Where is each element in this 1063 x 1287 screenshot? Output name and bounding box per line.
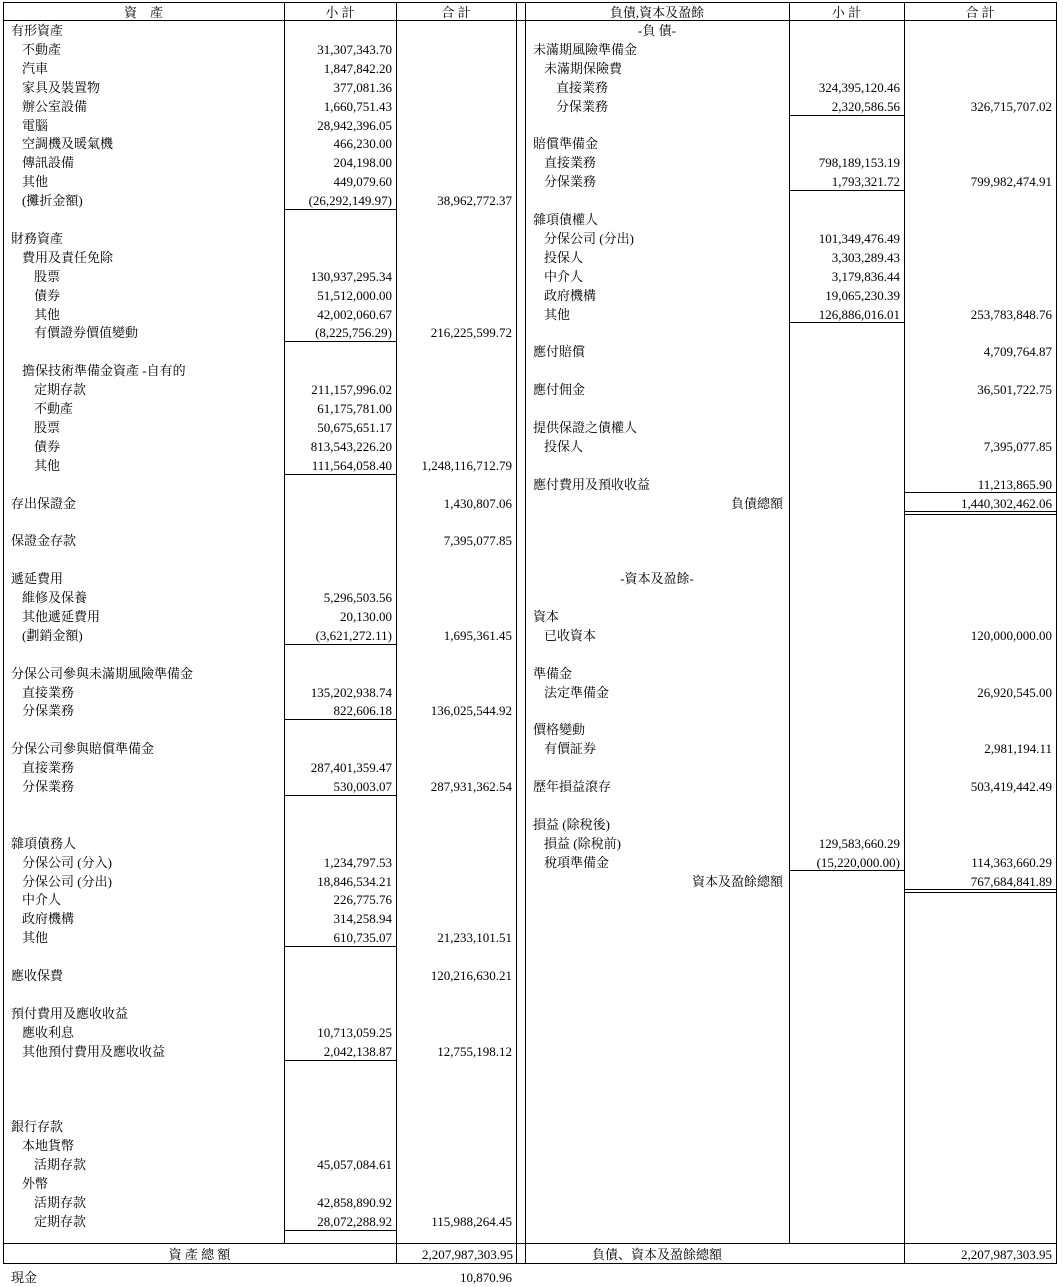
column-rule	[789, 2, 790, 1264]
right-row-label: 未滿期風險準備金	[533, 41, 638, 57]
left-row-subtotal: 28,072,288.92	[317, 1213, 392, 1229]
left-row-subtotal: 466,230.00	[333, 136, 392, 152]
right-row-label: 投保人	[544, 249, 584, 265]
header-rule	[3, 20, 1056, 21]
left-row-total: 1,695,361.45	[443, 627, 512, 643]
right-row-label: 中介人	[544, 268, 584, 284]
left-row-subtotal: 287,401,359.47	[310, 760, 392, 776]
total-assets-label: 資 產 總 額	[168, 1247, 231, 1262]
right-row-label: 直接業務	[544, 155, 597, 171]
top-border	[3, 2, 1056, 3]
left-row-label: 擔保技術準備金資產 -自有的	[22, 363, 186, 379]
column-rule	[525, 2, 526, 1264]
right-row-label: 其他	[544, 306, 571, 322]
right-subtotal-underline	[789, 115, 904, 116]
left-row-label: 其他	[34, 306, 61, 322]
left-subtotal-underline	[284, 1060, 396, 1061]
left-subtotal-underline	[284, 341, 396, 342]
right-row-subtotal: 101,349,476.49	[818, 230, 900, 246]
left-row-total: 120,216,630.21	[430, 968, 512, 983]
right-row-subtotal: (15,220,000.00)	[816, 854, 900, 870]
left-row-subtotal: 42,858,890.92	[317, 1194, 392, 1210]
left-row-label: 活期存款	[34, 1157, 87, 1172]
right-row-subtotal: 2,320,586.56	[831, 98, 900, 114]
right-row-label: 投保人	[544, 438, 584, 454]
left-row-label: 有價證券價值變動	[34, 325, 139, 341]
left-row-total: 1,430,807.06	[443, 495, 512, 511]
left-row-label: 中介人	[22, 892, 62, 908]
right-row-subtotal: 126,886,016.01	[818, 306, 900, 322]
left-row-subtotal: 822,606.18	[333, 703, 392, 719]
left-row-label: 財務資產	[11, 230, 64, 246]
right-row-label: 稅項準備金	[544, 854, 610, 870]
left-subtotal-underline	[284, 209, 396, 210]
right-row-label: 資本	[533, 608, 560, 624]
left-row-subtotal: 20,130.00	[340, 608, 392, 624]
right-double-rule-bottom	[904, 892, 1056, 893]
left-row-label: 分保公司 (分入)	[22, 854, 112, 870]
right-row-label: 已收資本	[544, 627, 597, 643]
header-left-total: 合 計	[441, 5, 471, 20]
left-row-label: 本地貨幣	[22, 1138, 75, 1154]
left-row-subtotal: 211,157,996.02	[311, 382, 392, 398]
left-row-label: 定期存款	[34, 382, 87, 398]
right-row-label: 直接業務	[556, 79, 609, 95]
right-row-subtotal: 3,179,836.44	[831, 268, 900, 284]
left-row-subtotal: 31,307,343.70	[317, 41, 392, 57]
right-row-label: 歷年損益滾存	[533, 779, 612, 794]
left-subtotal-underline	[284, 946, 396, 947]
left-row-label: 其他	[22, 174, 49, 190]
left-row-total: 1,248,116,712.79	[421, 457, 512, 473]
left-row-label: 預付費用及應收收益	[11, 1005, 129, 1021]
left-subtotal-underline	[284, 795, 396, 796]
left-row-subtotal: 18,846,534.21	[317, 873, 392, 889]
left-row-subtotal: 10,713,059.25	[317, 1024, 392, 1040]
left-row-label: 遞延費用	[11, 571, 64, 587]
left-row-total: 10,870.96	[460, 1270, 512, 1286]
header-left-subtotal: 小 計	[325, 5, 355, 20]
left-row-subtotal: 1,660,751.43	[323, 98, 392, 114]
left-row-subtotal: (8,225,756.29)	[315, 325, 392, 341]
footer-mask-left	[283, 1244, 286, 1263]
left-row-subtotal: 610,735.07	[333, 930, 392, 946]
column-rule	[1056, 2, 1057, 1264]
left-row-subtotal: 449,079.60	[333, 174, 392, 190]
left-row-label: 其他預付費用及應收收益	[22, 1043, 166, 1059]
right-subtotal-underline	[789, 322, 904, 323]
right-row-total: 503,419,442.49	[970, 779, 1052, 794]
total-liabilities-equity-value: 2,207,987,303.95	[961, 1247, 1052, 1262]
left-row-label: (劃銷金額)	[22, 627, 83, 643]
left-row-total: 216,225,599.72	[430, 325, 512, 341]
left-row-label: 費用及責任免除	[22, 249, 114, 265]
left-row-subtotal: (3,621,272.11)	[315, 627, 392, 643]
left-row-label: 家具及裝置物	[22, 79, 101, 95]
left-row-label: 債券	[34, 287, 61, 303]
right-total-underline	[904, 492, 1056, 493]
left-row-label: 分保業務	[22, 779, 75, 794]
left-row-total: 115,988,264.45	[431, 1213, 512, 1229]
total-assets-value: 2,207,987,303.95	[422, 1247, 513, 1262]
left-row-subtotal: (26,292,149.97)	[308, 193, 392, 209]
left-row-subtotal: 5,296,503.56	[323, 590, 392, 605]
left-row-label: 應收利息	[22, 1024, 75, 1040]
right-row-label: 負債總額	[730, 495, 783, 511]
left-row-label: 維修及保養	[22, 590, 88, 605]
left-row-subtotal: 42,002,060.67	[317, 306, 392, 322]
right-row-total: 114,363,660.29	[971, 854, 1052, 870]
right-row-label: 損益 (除稅前)	[544, 835, 621, 851]
right-row-total: 120,000,000.00	[970, 627, 1052, 643]
column-rule	[284, 2, 285, 1264]
left-row-label: 定期存款	[34, 1213, 87, 1229]
header-right-subtotal: 小 計	[831, 5, 862, 20]
left-row-subtotal: 226,775.76	[333, 892, 392, 908]
left-row-total: 12,755,198.12	[437, 1043, 512, 1059]
right-row-label: 雜項債權人	[533, 212, 599, 227]
left-subtotal-underline	[284, 719, 396, 720]
left-row-label: 電腦	[22, 117, 49, 133]
right-row-label: 法定準備金	[544, 684, 610, 700]
header-assets: 資 產	[123, 5, 163, 20]
left-row-label: 現金	[11, 1270, 38, 1286]
right-row-total: 26,920,545.00	[977, 684, 1052, 700]
left-row-label: 活期存款	[34, 1194, 87, 1210]
right-row-label: 準備金	[533, 665, 573, 681]
column-rule	[3, 2, 4, 1264]
left-row-label: 辦公室設備	[22, 98, 88, 114]
left-row-label: 其他	[34, 457, 61, 473]
left-row-label: 分保公司參與未滿期風險準備金	[11, 665, 194, 681]
left-row-label: 分保公司 (分出)	[22, 873, 112, 889]
right-row-label: 應付佣金	[533, 382, 586, 398]
right-row-total: 11,213,865.90	[977, 476, 1052, 492]
left-row-subtotal: 1,234,797.53	[323, 854, 392, 870]
left-subtotal-underline	[284, 474, 396, 475]
header-right-total: 合 計	[965, 5, 995, 20]
left-row-label: 銀行存款	[11, 1119, 64, 1135]
right-row-total: 7,395,077.85	[983, 438, 1052, 454]
right-row-label: 分保業務	[544, 174, 597, 190]
right-row-label: 政府機構	[544, 287, 597, 303]
right-row-label: 賠償準備金	[533, 136, 599, 152]
left-row-label: 股票	[34, 419, 61, 435]
left-row-subtotal: 135,202,938.74	[310, 684, 392, 700]
left-row-subtotal: 45,057,084.61	[317, 1157, 392, 1172]
right-row-label: 價格變動	[533, 722, 586, 738]
right-row-subtotal: 19,065,230.39	[825, 287, 900, 303]
left-row-label: 保證金存款	[11, 533, 77, 549]
left-row-subtotal: 314,258.94	[333, 911, 392, 927]
right-row-total: 326,715,707.02	[970, 98, 1052, 114]
right-row-total: 36,501,722.75	[977, 382, 1052, 398]
right-row-subtotal: 129,583,660.29	[818, 835, 900, 851]
left-row-subtotal: 28,942,396.05	[317, 117, 392, 133]
left-row-label: 有形資產	[11, 23, 64, 38]
right-row-label: 分保業務	[556, 98, 609, 114]
left-row-label: 分保公司參與賠償準備金	[11, 741, 155, 757]
left-row-label: 股票	[34, 268, 61, 284]
right-row-label: 應付費用及預收收益	[533, 476, 651, 492]
left-row-subtotal: 111,564,058.40	[311, 457, 392, 473]
left-row-label: 存出保證金	[11, 495, 77, 511]
left-subtotal-underline	[284, 1230, 396, 1231]
right-row-label: 損益 (除稅後)	[533, 816, 610, 832]
left-row-subtotal: 61,175,781.00	[317, 401, 392, 416]
left-row-subtotal: 377,081.36	[333, 79, 392, 95]
right-row-total: 2,981,194.11	[984, 741, 1052, 757]
left-row-subtotal: 204,198.00	[333, 155, 392, 171]
right-row-label: 提供保證之債權人	[533, 419, 638, 435]
left-row-label: 其他遞延費用	[22, 608, 101, 624]
left-row-label: 空調機及暖氣機	[22, 136, 114, 152]
right-row-subtotal: 324,395,120.46	[818, 79, 900, 95]
total-liabilities-equity-label: 負債、資本及盈餘總額	[591, 1247, 722, 1262]
right-row-total: 767,684,841.89	[970, 873, 1052, 889]
left-row-total: 287,931,362.54	[430, 779, 512, 794]
column-rule	[396, 2, 397, 1264]
left-row-total: 7,395,077.85	[443, 533, 512, 549]
left-row-label: 雜項債務人	[11, 835, 77, 851]
left-row-label: 傳訊設備	[22, 155, 75, 171]
right-double-rule-top	[904, 889, 1056, 890]
left-row-total: 21,233,101.51	[437, 930, 512, 946]
bottom-border	[3, 1263, 1056, 1264]
right-subtotal-underline	[789, 190, 904, 191]
left-row-label: 外幣	[22, 1175, 49, 1191]
left-row-subtotal: 1,847,842.20	[323, 60, 392, 76]
left-row-total: 136,025,544.92	[430, 703, 512, 719]
right-row-label: 資本及盈餘總額	[691, 873, 783, 889]
column-rule	[904, 2, 905, 1264]
column-rule	[516, 2, 517, 1264]
right-row-label: -資本及盈餘-	[620, 571, 694, 587]
left-row-subtotal: 51,512,000.00	[317, 287, 392, 303]
footer-top-rule	[3, 1243, 1056, 1244]
left-row-label: 債券	[34, 438, 61, 454]
left-row-subtotal: 813,543,226.20	[310, 438, 392, 454]
right-row-label: 未滿期保險費	[544, 60, 623, 76]
right-double-rule-bottom	[904, 514, 1056, 515]
left-row-label: 不動產	[34, 401, 74, 416]
right-row-total: 4,709,764.87	[983, 344, 1052, 360]
right-row-subtotal: 1,793,321.72	[831, 174, 900, 190]
right-row-label: 有價証券	[544, 741, 597, 757]
left-row-label: 應收保費	[11, 968, 64, 983]
left-subtotal-underline	[284, 644, 396, 645]
footer-mask-right	[788, 1244, 791, 1263]
right-row-total: 1,440,302,462.06	[961, 495, 1052, 511]
left-row-subtotal: 2,042,138.87	[323, 1043, 392, 1059]
right-double-rule-top	[904, 511, 1056, 512]
left-row-label: 不動產	[22, 41, 62, 57]
header-liabilities: 負債,資本及盈餘	[609, 5, 705, 20]
left-row-label: (攤折金額)	[22, 193, 83, 209]
right-row-label: 應付賠償	[533, 344, 586, 360]
left-row-subtotal: 530,003.07	[333, 779, 392, 794]
left-row-label: 政府機構	[22, 911, 75, 927]
right-row-label: -負 債-	[638, 23, 676, 38]
left-row-label: 直接業務	[22, 684, 75, 700]
right-row-label: 分保公司 (分出)	[544, 230, 634, 246]
left-row-label: 直接業務	[22, 760, 75, 776]
right-row-total: 253,783,848.76	[970, 306, 1052, 322]
left-row-total: 38,962,772.37	[437, 193, 512, 209]
left-row-label: 其他	[22, 930, 49, 946]
right-row-total: 799,982,474.91	[970, 174, 1052, 190]
left-row-label: 汽車	[22, 60, 49, 76]
left-row-subtotal: 130,937,295.34	[310, 268, 392, 284]
right-row-subtotal: 3,303,289.43	[831, 249, 900, 265]
right-row-subtotal: 798,189,153.19	[818, 155, 900, 171]
left-row-subtotal: 50,675,651.17	[317, 419, 392, 435]
left-row-label: 分保業務	[22, 703, 75, 719]
right-subtotal-underline	[789, 870, 904, 871]
